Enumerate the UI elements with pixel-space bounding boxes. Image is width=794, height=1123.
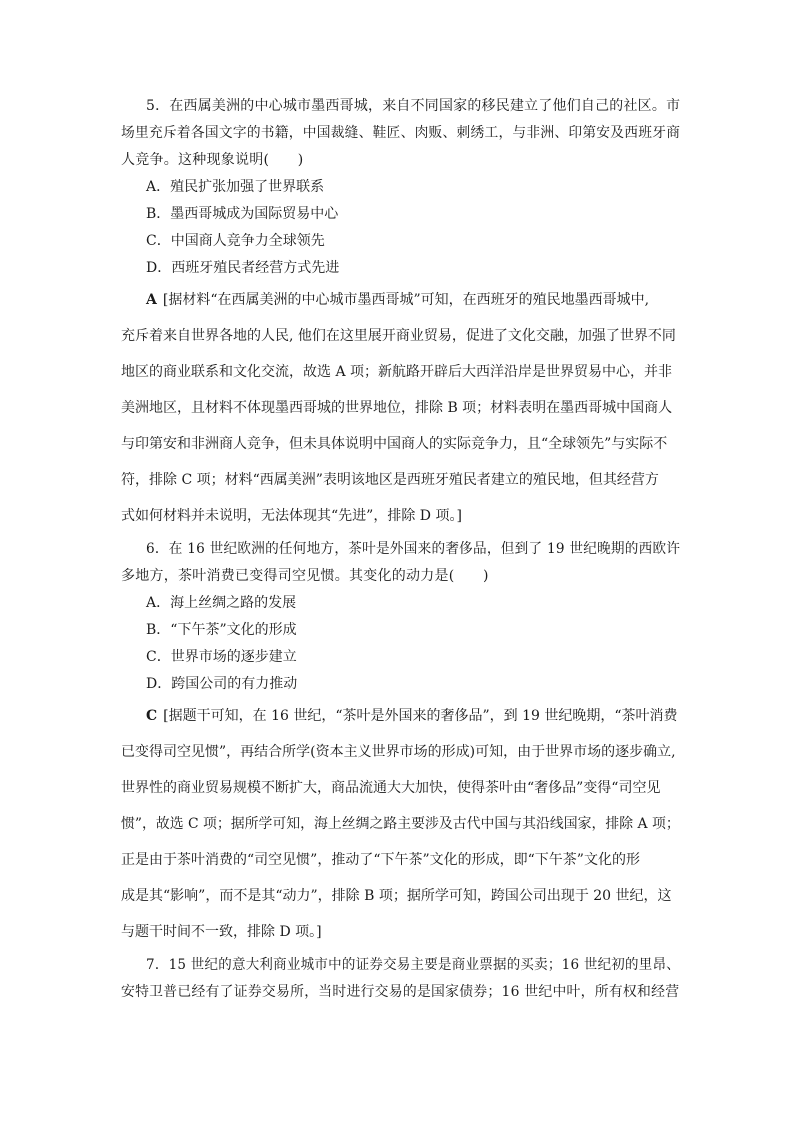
q5-option-b: B．墨西哥城成为国际贸易中心 [146, 206, 339, 222]
q6-stem-line-1: 6．在 16 世纪欧洲的任何地方，茶叶是外国来的奢侈品，但到了 19 世纪晚期的西欧许 [146, 541, 681, 557]
q6-explanation-line-7: 与题干时间不一致，排除 D 项。] [121, 924, 322, 940]
q6-explanation-line-2: 已变得司空见惯”，再结合所学(资本主义世界市场的形成)可知，由于世界市场的逐步确立, [121, 744, 676, 760]
q5-option-d: D．西班牙殖民者经营方式先进 [146, 260, 340, 276]
q5-answer-letter: A [146, 292, 157, 308]
q5-stem-line-2: 场里充斥着各国文字的书籍，中国裁缝、鞋匠、肉贩、刺绣工，与非洲、印第安及西班牙商 [121, 125, 681, 141]
q6-explanation-line-1 [146, 708, 678, 724]
q7-stem-line-2: 安特卫普已经有了证券交易所，当时进行交易的是国家债券；16 世纪中叶，所有权和经营 [121, 984, 680, 1000]
q6-answer-letter: C [146, 708, 158, 724]
q5-stem-line-1: 5．在西属美洲的中心城市墨西哥城，来自不同国家的移民建立了他们自己的社区。市 [146, 98, 681, 114]
q6-explanation-text-1: [据题干可知，在 16 世纪，“茶叶是外国来的奢侈品”，到 19 世纪晚期，“茶叶消费 [163, 708, 678, 724]
q5-explanation-line-1 [146, 292, 649, 308]
q5-explanation-line-7: 式如何材料并未说明，无法体现其“先进”，排除 D 项。] [121, 508, 462, 524]
q6-explanation-line-6: 成是其“影响”，而不是其“动力”，排除 B 项；据所学可知，跨国公司出现于 20 世纪，这 [121, 888, 672, 904]
q5-option-c: C．中国商人竞争力全球领先 [146, 233, 325, 249]
q6-option-b: B．“下午茶”文化的形成 [146, 622, 297, 638]
q6-stem-line-2: 多地方，茶叶消费已变得司空见惯。其变化的动力是( ) [121, 568, 489, 584]
q5-option-a: A．殖民扩张加强了世界联系 [146, 179, 325, 195]
q5-explanation-line-5: 与印第安和非洲商人竞争，但未具体说明中国商人的实际竞争力，且“全球领先”与实际不 [121, 436, 668, 452]
q5-explanation-line-6: 符，排除 C 项；材料“西属美洲”表明该地区是西班牙殖民者建立的殖民地，但其经营方 [121, 472, 659, 488]
q7-stem-line-1: 7．15 世纪的意大利商业城市中的证券交易主要是商业票据的买卖；16 世纪初的里昂、 [146, 957, 680, 973]
q6-option-a: A．海上丝绸之路的发展 [146, 595, 297, 611]
q6-explanation-line-4: 惯”，故选 C 项；据所学可知，海上丝绸之路主要涉及古代中国与其沿线国家，排除 A 项； [121, 816, 680, 832]
q5-explanation-text-1: [据材料“在西属美洲的中心城市墨西哥城”可知，在西班牙的殖民地墨西哥城中, [162, 292, 650, 308]
q6-option-c: C．世界市场的逐步建立 [146, 649, 297, 665]
q6-explanation-line-3: 世界性的商业贸易规模不断扩大，商品流通大大加快，使得茶叶由“奢侈品”变得“司空见 [121, 780, 661, 796]
q6-option-d: D．跨国公司的有力推动 [146, 676, 298, 692]
q5-stem-line-3: 人竞争。这种现象说明( ) [121, 152, 304, 168]
q5-explanation-line-4: 美洲地区，且材料不体现墨西哥城的世界地位，排除 B 项；材料表明在墨西哥城中国商人 [121, 400, 673, 416]
q5-explanation-line-2: 充斥着来自世界各地的人民, 他们在这里展开商业贸易，促进了文化交融，加强了世界不同 [121, 328, 676, 344]
q6-explanation-line-5: 正是由于茶叶消费的“司空见惯”，推动了“下午茶”文化的形成，即“下午茶”文化的形 [121, 852, 640, 868]
q5-explanation-line-3: 地区的商业联系和文化交流，故选 A 项；新航路开辟后大西洋沿岸是世界贸易中心，并非 [121, 364, 673, 380]
